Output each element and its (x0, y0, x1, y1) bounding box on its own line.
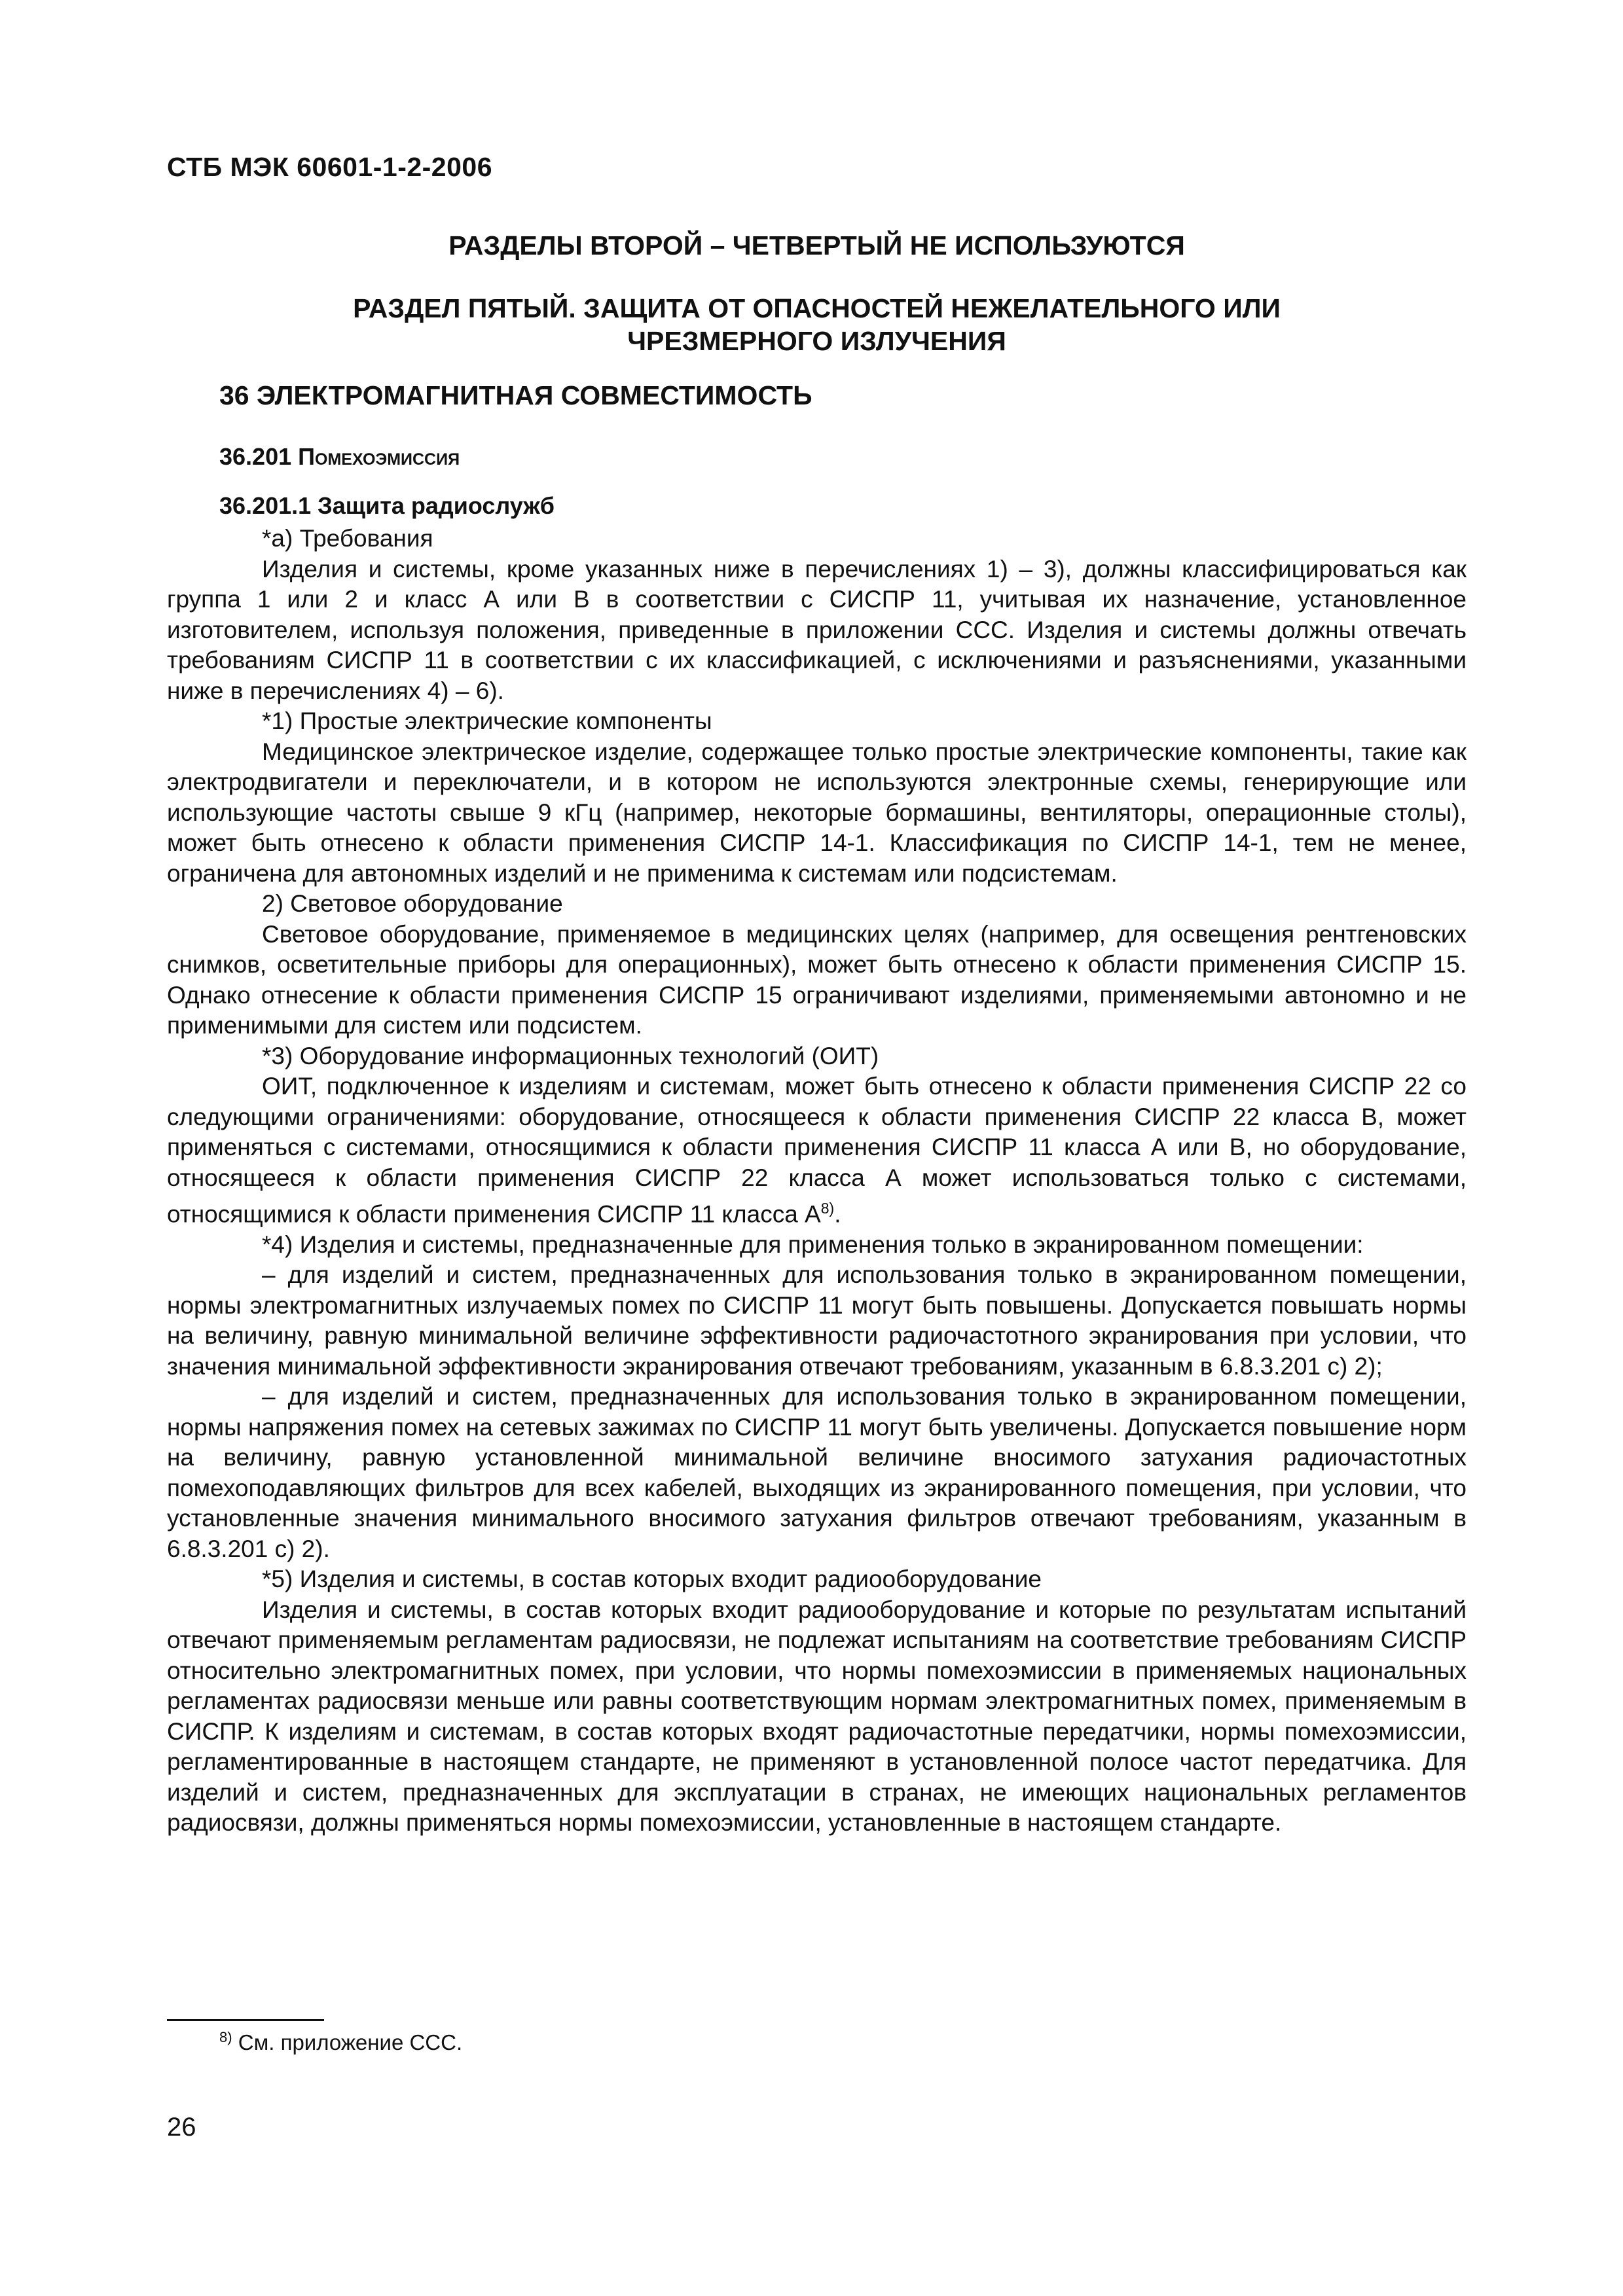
subsubsection-heading: 36.201.1 Защита радиослужб (219, 492, 555, 519)
page-number: 26 (167, 2113, 196, 2142)
paragraph: Изделия и системы, кроме указанных ниже в перечислениях 1) – 3), должны классифицироваться как группа 1 или 2 и класс А или В в соответствии с СИСПР 11, учитывая их назначение, установленное изготовителем, используя положения, приведенные в приложении ССС. Изделия и системы должны отвечать требованиям СИСПР 11 в соответствии с их классификацией, с исключениями и разъяснениями, указанными ниже в перечислениях 4) – 6). (167, 555, 1467, 704)
subsection-heading (219, 443, 460, 471)
list-item-heading: 2) Световое оборудование (262, 890, 563, 917)
section-heading: 36 ЭЛЕКТРОМАГНИТНАЯ СОВМЕСТИМОСТЬ (219, 380, 812, 410)
list-item-heading: *5) Изделия и системы, в состав которых входит радиооборудование (262, 1566, 1042, 1593)
document-header: СТБ МЭК 60601-1-2-2006 (167, 152, 493, 182)
subsection-title: Помехоэмиссия (298, 443, 460, 470)
list-item-heading: *4) Изделия и системы, предназначенные для применения только в экранированном помещении: (262, 1230, 1364, 1258)
footnote (219, 2029, 462, 2055)
paragraph: ОИТ, подключенное к изделиям и системам, может быть отнесено к области применения СИСПР 22 со следующими ограничениями: оборудование, относящееся к области применения СИСПР 22 класса В, может применяться с системами, относящимися к области применения СИСПР 11 класса А или В, но оборудование, относящееся к области применения СИСПР 22 класса А может использоваться только с системами, относящимися к области применения СИСПР 11 класса А$^{8)}$. (167, 1073, 1467, 1228)
paragraph: – для изделий и систем, предназначенных для использования только в экранированном помещении, нормы напряжения помех на сетевых зажимах по СИСПР 11 могут быть увеличены. Допускается повышение норм на величину, равную установленной минимальной величине вносимого затухания радиочастотных помехоподавляющих фильтров для всех кабелей, выходящих из экранированного помещения, при условии, что установленные значения минимального вносимого затухания фильтров отвечают требованиям, указанным в 6.8.3.201 с) 2). (167, 1383, 1467, 1562)
paragraph: Световое оборудование, применяемое в медицинских целях (например, для освещения рентгеновских снимков, осветительные приборы для операционных), может быть отнесено к области применения СИСПР 15. Однако отнесение к области применения СИСПР 15 ограничивают изделиями, применяемыми автономно и не применимыми для систем или подсистем. (167, 920, 1467, 1039)
paragraph: Медицинское электрическое изделие, содержащее только простые электрические компоненты, такие как электродвигатели и переключатели, и в котором не используются электронные схемы, генерирующие или использующие частоты свыше 9 кГц (например, некоторые бормашины, вентиляторы, операционные столы), может быть отнесено к области применения СИСПР 14-1. Классификация по СИСПР 14-1, тем не менее, ограничена для автономных изделий и не применима к системам или подсистемам. (167, 738, 1467, 887)
paragraph: – для изделий и систем, предназначенных для использования только в экранированном помещении, нормы электромагнитных излучаемых помех по СИСПР 11 могут быть повышены. Допускается повышать нормы на величину, равную минимальной величине эффективности радиочастотного экранирования при условии, что значения минимальной эффективности экранирования отвечают требованиям, указанным в 6.8.3.201 с) 2); (167, 1261, 1467, 1380)
paragraph-text: ОИТ, подключенное к изделиям и системам, может быть отнесено к области применения СИСПР 22 со следующими ограничениями: оборудование, относящееся к области применения СИСПР 22 класса В, может применяться с системами, относящимися к области применения СИСПР 11 класса А или В, но оборудование, относящееся к области применения СИСПР 22 класса А может использоваться только с системами, относящимися к области применения СИСПР 11 класса А (167, 1073, 1467, 1228)
part-title-section-five: РАЗДЕЛ ПЯТЫЙ. ЗАЩИТА ОТ ОПАСНОСТЕЙ НЕЖЕЛАТЕЛЬНОГО ИЛИ ЧРЕЗМЕРНОГО ИЗЛУЧЕНИЯ (353, 293, 1281, 356)
footnote-reference: 8) (820, 1200, 835, 1217)
list-item-heading: *3) Оборудование информационных технологий (ОИТ) (262, 1042, 879, 1069)
footnote-separator (167, 2019, 324, 2021)
footnote-marker: 8) (219, 2029, 232, 2045)
part-title-not-used: РАЗДЕЛЫ ВТОРОЙ – ЧЕТВЕРТЫЙ НЕ ИСПОЛЬЗУЮТСЯ (448, 230, 1185, 260)
subsection-number: 36.201 (219, 443, 292, 470)
paragraph: Изделия и системы, в состав которых входит радиооборудование и которые по результатам испытаний отвечают применяемым регламентам радиосвязи, не подлежат испытаниям на соответствие требованиям СИСПР относительно электромагнитных помех, при условии, что нормы помехоэмиссии в применяемых национальных регламентах радиосвязи меньше или равны соответствующим нормам электромагнитных помех, применяемым в СИСПР. К изделиям и системам, в состав которых входят радиочастотные передатчики, нормы помехоэмиссии, регламентированные в настоящем стандарте, не применяют в установленной полосе частот передатчика. Для изделий и систем, предназначенных для эксплуатации в странах, не имеющих национальных регламентов радиосвязи, должны применяться нормы помехоэмиссии, установленные в настоящем стандарте. (167, 1596, 1467, 1837)
requirements-heading: *а) Требования (262, 525, 433, 552)
footnote-text: См. приложение ССС. (232, 2030, 463, 2054)
list-item-heading: *1) Простые электрические компоненты (262, 708, 712, 734)
body-text (167, 524, 1467, 1839)
